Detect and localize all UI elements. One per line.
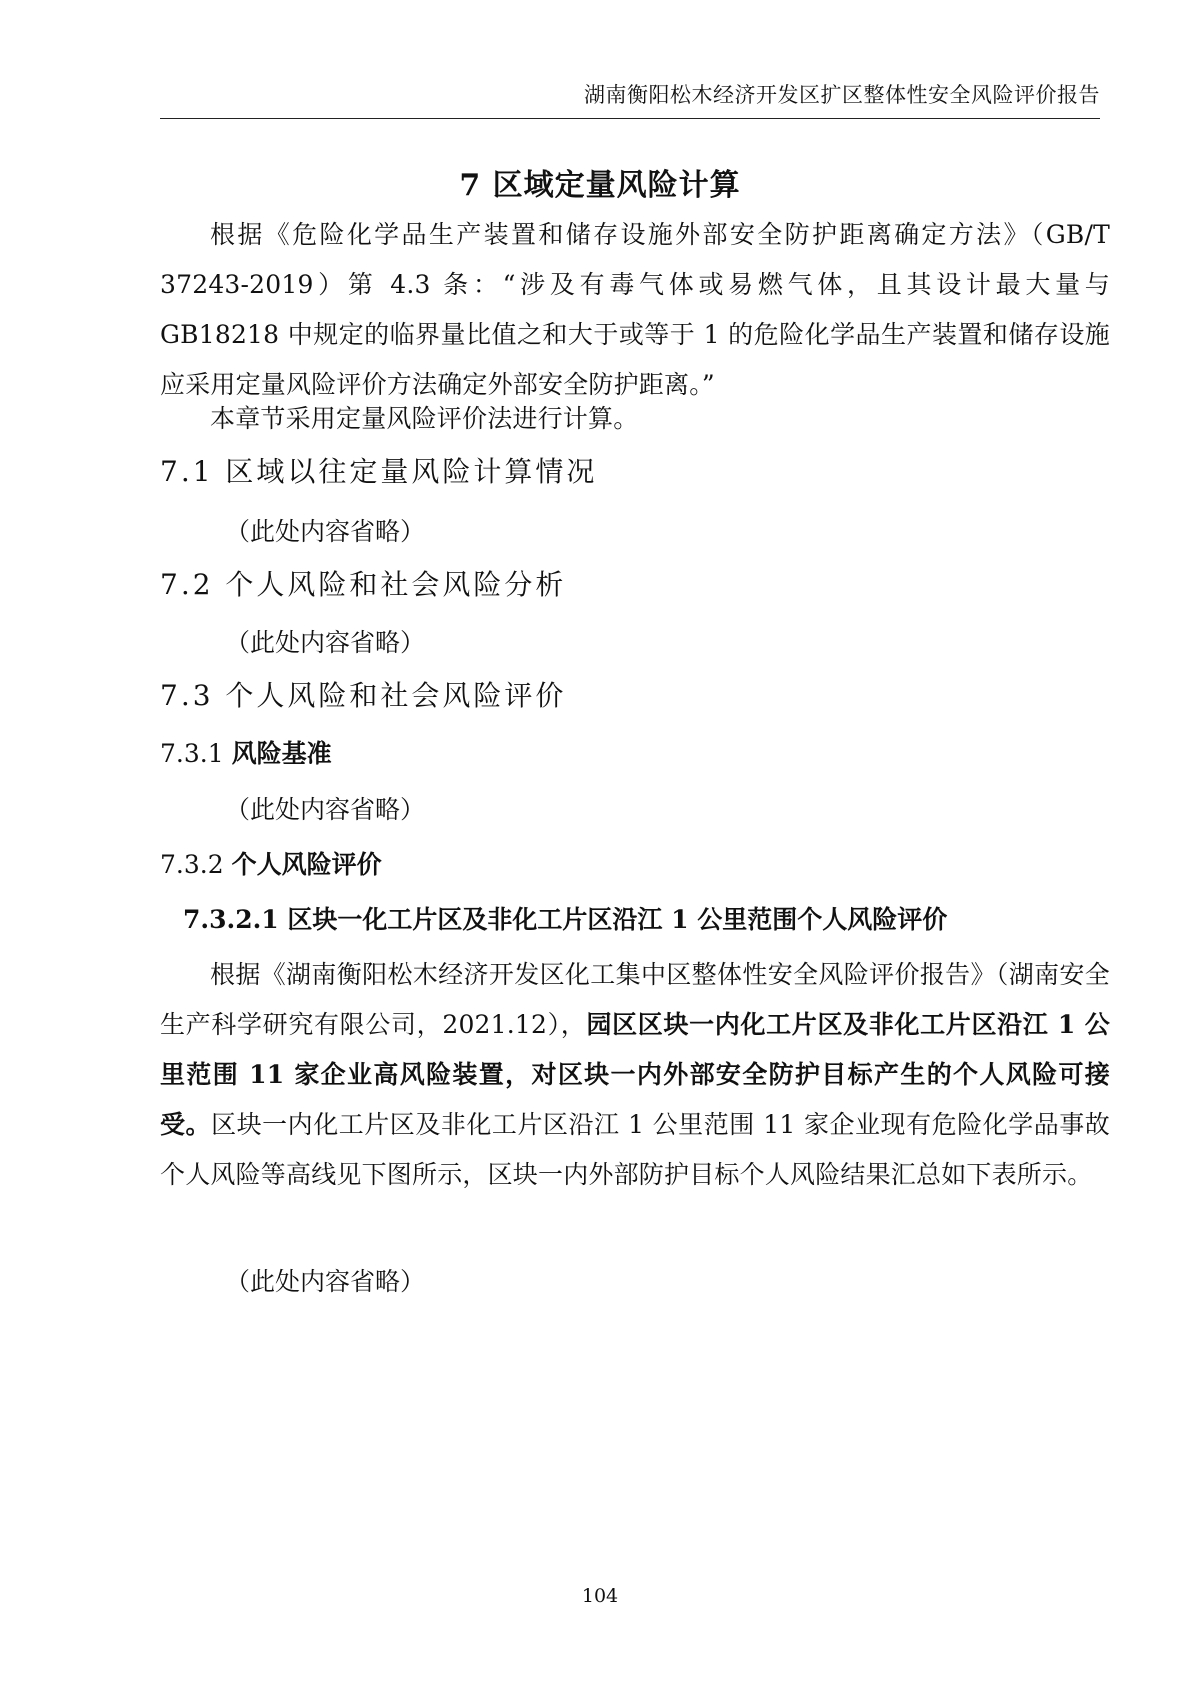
section-7-3-2-1-omitted: （此处内容省略） [225, 1267, 426, 1296]
section-7-3-1-title: 风险基准 [231, 739, 332, 768]
section-7-1-omitted: （此处内容省略） [225, 517, 426, 546]
section-7-3-1-omitted: （此处内容省略） [225, 795, 426, 824]
section-7-3-2-1-heading: 7.3.2.1 区块一化工片区及非化工片区沿江 1 公里范围个人风险评价 [183, 905, 948, 934]
page-header [160, 78, 1100, 119]
paragraph-bold-text: 园区区块一内化工片区及非化工片区沿江 1 公里范围 11 家企业高风险装置，对区块一内外部安全防护目标产生的个人风险可接受。 [160, 1010, 1110, 1139]
section-7-3-2-heading [160, 845, 382, 885]
paragraph-lead-text: 根据《湖南衡阳松木经济开发区化工集中区整体性安全风险评价报告》（湖南安全生产科学研究有限公司，2021.12）， [160, 960, 1110, 1039]
intro-paragraph: 根据《危险化学品生产装置和储存设施外部安全防护距离确定方法》（GB/T 37243-2019）第 4.3 条：“涉及有毒气体或易燃气体，且其设计最大量与 GB18218 中规定的临界量比值之和大于或等于 1 的危险化学品生产装置和储存设施应采用定量风险评价方法确定外部安全防护距离。” [160, 220, 1110, 399]
intro-paragraph-2: 本章节采用定量风险评价法进行计算。 [210, 404, 639, 433]
section-7-3-1-number: 7.3.1 [160, 739, 224, 768]
section-7-3-1-heading [160, 734, 332, 774]
section-7-2-omitted: （此处内容省略） [225, 628, 426, 657]
chapter-title: 7 区域定量风险计算 [459, 168, 741, 203]
section-7-2-heading: 7.2 个人风险和社会风险分析 [160, 568, 567, 601]
section-7-1-heading: 7.1 区域以往定量风险计算情况 [160, 455, 598, 488]
section-7-3-2-number: 7.3.2 [160, 850, 224, 879]
page-number: 104 [581, 1585, 619, 1607]
section-7-3-2-1-paragraph [160, 950, 1110, 1200]
header-title: 湖南衡阳松木经济开发区扩区整体性安全风险评价报告 [584, 83, 1100, 107]
section-7-3-2-title: 个人风险评价 [231, 850, 382, 879]
paragraph-tail-text: 区块一内化工片区及非化工片区沿江 1 公里范围 11 家企业现有危险化学品事故个人风险等高线见下图所示，区块一内外部防护目标个人风险结果汇总如下表所示。 [160, 1110, 1111, 1189]
section-7-3-heading: 7.3 个人风险和社会风险评价 [160, 679, 567, 712]
